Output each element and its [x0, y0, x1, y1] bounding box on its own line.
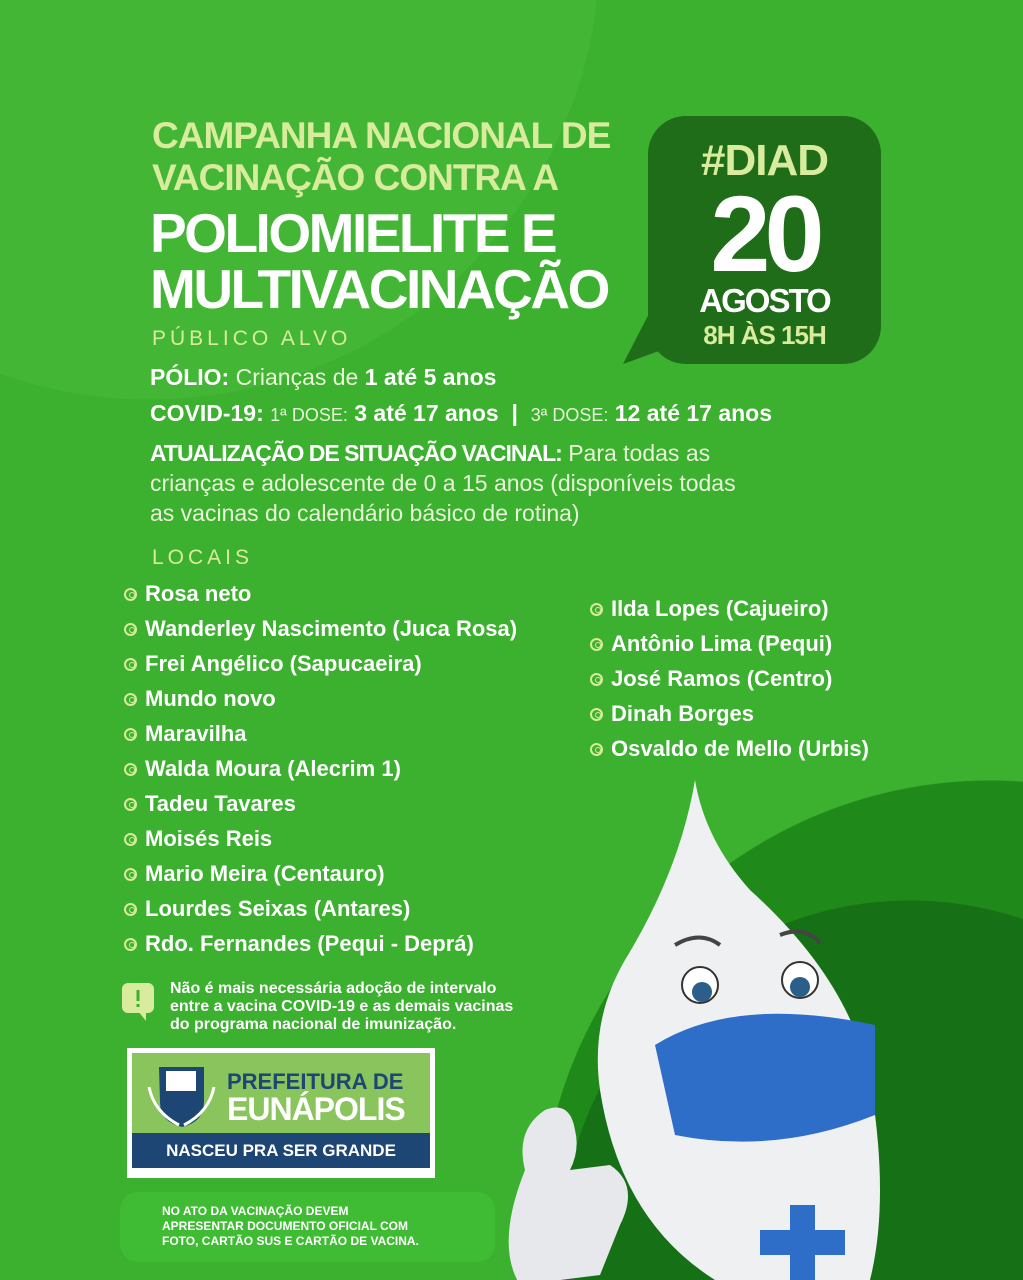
location-item — [124, 581, 251, 607]
polio-row: PÓLIO: Crianças de 1 até 5 anos — [150, 364, 497, 390]
location-pin-icon — [124, 623, 137, 636]
location-pin-icon — [124, 798, 137, 811]
location-item — [124, 651, 422, 677]
locais-label: LOCAIS — [152, 546, 254, 569]
location-pin-icon — [124, 763, 137, 776]
date-badge: #DIAD 20 AGOSTO 8H ÀS 15H — [648, 116, 881, 364]
location-pin-icon — [124, 833, 137, 846]
location-pin-icon — [590, 708, 603, 721]
location-pin-icon — [590, 673, 603, 686]
location-pin-icon — [124, 903, 137, 916]
location-name: Lourdes Seixas (Antares) — [145, 896, 411, 921]
location-pin-icon — [590, 638, 603, 651]
location-name: Maravilha — [145, 721, 247, 746]
notice-text: Não é mais necessária adoção de intervalo entre a vacina COVID-19 e as demais vacinas do programa nacional de imunização. — [170, 980, 514, 1033]
location-item — [124, 616, 517, 642]
location-item — [124, 826, 272, 852]
location-name: Dinah Borges — [611, 701, 755, 726]
location-item — [124, 896, 410, 922]
alert-icon — [122, 983, 158, 1028]
bubble-tail — [623, 306, 683, 366]
location-name: Rdo. Fernandes (Pequi - Deprá) — [145, 931, 474, 956]
location-item — [124, 791, 296, 817]
location-item — [124, 756, 401, 782]
location-item — [124, 931, 474, 957]
location-item — [590, 631, 832, 657]
location-name: Moisés Reis — [145, 826, 273, 851]
location-pin-icon — [124, 588, 137, 601]
location-item — [124, 721, 247, 747]
mascot-ze-gotinha — [450, 780, 920, 1280]
campaign-subtitle: POLIOMIELITE E MULTIVACINAÇÃO — [150, 202, 608, 320]
location-item — [590, 666, 832, 692]
location-name: Antônio Lima (Pequi) — [611, 631, 833, 656]
atualizacao-row: ATUALIZAÇÃO DE SITUAÇÃO VACINAL: Para todas as crianças e adolescente de 0 a 15 anos (disponíveis todas as vacinas do calendário básico de rotina) — [150, 440, 736, 526]
location-pin-icon — [124, 868, 137, 881]
covid-row: COVID-19: 1ª DOSE: 3 até 17 anos | 3ª DOSE: 12 até 17 anos — [150, 400, 773, 426]
footer-box: NO ATO DA VACINAÇÃO DEVEM APRESENTAR DOCUMENTO OFICIAL COM FOTO, CARTÃO SUS E CARTÃO DE VACINA. — [120, 1192, 495, 1262]
location-pin-icon — [124, 693, 137, 706]
location-pin-icon — [124, 658, 137, 671]
location-name: Tadeu Tavares — [145, 791, 296, 816]
location-name: Osvaldo de Mello (Urbis) — [611, 736, 869, 761]
publico-label: PÚBLICO ALVO — [152, 327, 352, 350]
location-name: Mundo novo — [145, 686, 276, 711]
prefeitura-logo: PREFEITURA DE EUNÁPOLIS NASCEU PRA SER GRANDE — [127, 1048, 435, 1178]
location-pin-icon — [590, 743, 603, 756]
location-item — [590, 736, 869, 762]
location-item — [124, 686, 276, 712]
location-name: Wanderley Nascimento (Juca Rosa) — [145, 616, 518, 641]
campaign-title: CAMPANHA NACIONAL DE VACINAÇÃO CONTRA A — [152, 115, 611, 198]
location-item — [590, 596, 829, 622]
location-name: Mario Meira (Centauro) — [145, 861, 385, 886]
coat-of-arms-icon — [144, 1057, 219, 1129]
location-name: Frei Angélico (Sapucaeira) — [145, 651, 422, 676]
location-item — [590, 701, 754, 727]
location-pin-icon — [124, 938, 137, 951]
location-name: Walda Moura (Alecrim 1) — [145, 756, 401, 781]
location-name: José Ramos (Centro) — [611, 666, 833, 691]
location-item — [124, 861, 385, 887]
location-pin-icon — [124, 728, 137, 741]
location-name: Rosa neto — [145, 581, 252, 606]
location-name: Ilda Lopes (Cajueiro) — [611, 596, 829, 621]
location-pin-icon — [590, 603, 603, 616]
